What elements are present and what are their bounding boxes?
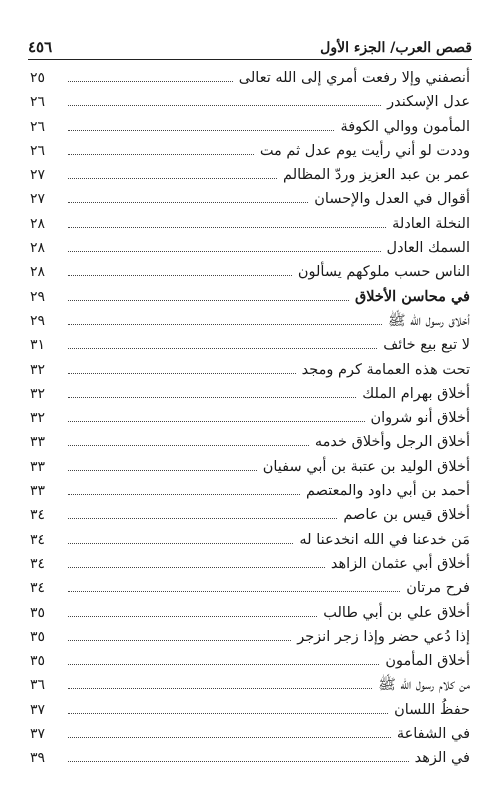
toc-entry bbox=[30, 382, 470, 406]
toc-entry-page-number: ٢٦ bbox=[30, 94, 46, 111]
toc-entry bbox=[30, 406, 470, 430]
toc-entry-page-number: ٣٥ bbox=[30, 628, 46, 645]
header-rule bbox=[28, 59, 472, 60]
toc-entry-page-number: ٣٣ bbox=[30, 483, 46, 500]
toc-entry bbox=[30, 698, 470, 722]
dot-leader bbox=[68, 616, 317, 617]
toc-entry-title: مَن خدعنا في الله انخدعنا له bbox=[299, 531, 470, 548]
page-number: ٤٥٦ bbox=[28, 38, 53, 56]
toc-entry-title: تحت هذه العمامة كرم ومجد bbox=[301, 361, 470, 378]
dot-leader bbox=[68, 421, 365, 422]
toc-entry bbox=[30, 576, 470, 600]
toc-entry bbox=[30, 66, 470, 90]
toc-entry-title: المأمون ووالي الكوفة bbox=[340, 118, 470, 135]
dot-leader bbox=[68, 543, 293, 544]
toc-entry-title: أنصفني وإلا رفعت أمري إلى الله تعالى bbox=[238, 70, 470, 86]
dot-leader bbox=[68, 324, 382, 325]
dot-leader bbox=[68, 688, 372, 689]
toc-entry bbox=[30, 358, 470, 382]
dot-leader bbox=[68, 178, 277, 179]
dot-leader bbox=[68, 373, 296, 374]
toc-entry-title: السمك العادل bbox=[386, 240, 470, 257]
toc-entry-page-number: ٢٨ bbox=[30, 240, 46, 257]
toc-entry-page-number: ٢٦ bbox=[30, 118, 46, 135]
toc-entry-title: أخلاق الوليد بن عتبة بن أبي سفيان bbox=[262, 458, 470, 475]
toc-entry-page-number: ٢٧ bbox=[30, 167, 46, 184]
toc-entry bbox=[30, 746, 470, 770]
toc-entry bbox=[30, 503, 470, 527]
toc-entry-page-number: ٣٤ bbox=[30, 507, 46, 524]
dot-leader bbox=[68, 761, 409, 762]
toc-entry bbox=[30, 90, 470, 114]
toc-entry bbox=[30, 309, 470, 333]
dot-leader bbox=[68, 154, 254, 155]
toc-entry bbox=[30, 722, 470, 746]
toc-entry-title: أخلاق أبي عثمان الزاهد bbox=[330, 555, 470, 572]
dot-leader bbox=[68, 275, 292, 276]
toc-entry bbox=[30, 625, 470, 649]
toc-entry-page-number: ٢٦ bbox=[30, 142, 46, 159]
toc-entry-title: الناس حسب ملوكهم يسألون bbox=[297, 264, 470, 281]
dot-leader bbox=[68, 494, 300, 495]
toc-entry bbox=[30, 430, 470, 454]
toc-entry bbox=[30, 455, 470, 479]
dot-leader bbox=[68, 202, 308, 203]
toc-entry-title: إذا دُعي حضر وإذا زجر انزجر bbox=[297, 628, 470, 645]
toc-entry-page-number: ٣١ bbox=[30, 337, 46, 354]
dot-leader bbox=[68, 567, 325, 568]
toc-entry-title: في محاسن الأخلاق bbox=[354, 287, 470, 305]
toc-entry bbox=[30, 601, 470, 625]
dot-leader bbox=[68, 664, 379, 665]
toc-entry bbox=[30, 236, 470, 260]
dot-leader bbox=[68, 81, 233, 82]
dot-leader bbox=[68, 105, 381, 106]
toc-entry-title: أحمد بن أبي داود والمعتصم bbox=[305, 483, 470, 500]
dot-leader bbox=[68, 640, 291, 641]
toc-entry bbox=[30, 552, 470, 576]
toc-entry bbox=[30, 115, 470, 139]
toc-entry-title: أخلاق بهرام الملك bbox=[362, 385, 470, 402]
toc-entry-title: عمر بن عبد العزيز وردّ المظالم bbox=[283, 167, 470, 184]
toc-entry-title: أخلاق رسول الله ﷺ bbox=[387, 312, 470, 329]
toc-entry-title: لا تبع بيع خائف bbox=[383, 337, 470, 354]
dot-leader bbox=[68, 445, 309, 446]
dot-leader bbox=[68, 470, 257, 471]
toc-entry bbox=[30, 187, 470, 211]
toc-entry-title: أخلاق قيس بن عاصم bbox=[343, 507, 470, 524]
toc-entry bbox=[30, 649, 470, 673]
toc-entry-page-number: ٢٩ bbox=[30, 288, 46, 305]
toc-entry-page-number: ٣٢ bbox=[30, 385, 46, 402]
toc-entry-page-number: ٢٧ bbox=[30, 191, 46, 208]
toc-entry-title: أخلاق علي بن أبي طالب bbox=[323, 604, 470, 621]
toc-entry-page-number: ٣٦ bbox=[30, 677, 46, 694]
toc-entry bbox=[30, 260, 470, 284]
toc-entry bbox=[30, 285, 470, 309]
toc-entry-page-number: ٢٨ bbox=[30, 215, 46, 232]
toc-entry-title: حفظُ اللسان bbox=[394, 701, 470, 718]
toc-entry bbox=[30, 528, 470, 552]
dot-leader bbox=[68, 300, 349, 301]
toc-entry bbox=[30, 333, 470, 357]
toc-entry-title: فرح مرتان bbox=[406, 580, 470, 597]
toc-entry-page-number: ٢٩ bbox=[30, 312, 46, 329]
toc-entry-title: عدل الإسكندر bbox=[387, 94, 470, 111]
toc-entry bbox=[30, 163, 470, 187]
toc-entry-page-number: ٣٩ bbox=[30, 750, 46, 767]
table-of-contents bbox=[30, 66, 470, 771]
toc-entry bbox=[30, 673, 470, 697]
dot-leader bbox=[68, 348, 377, 349]
dot-leader bbox=[68, 130, 334, 131]
dot-leader bbox=[68, 397, 356, 398]
toc-entry-page-number: ٣٤ bbox=[30, 531, 46, 548]
toc-entry-title: وددت لو أني رأيت يوم عدل ثم مت bbox=[259, 142, 470, 159]
toc-entry-page-number: ٣٢ bbox=[30, 410, 46, 427]
toc-entry-title: أقوال في العدل والإحسان bbox=[314, 191, 470, 208]
dot-leader bbox=[68, 591, 400, 592]
toc-entry bbox=[30, 479, 470, 503]
dot-leader bbox=[68, 713, 388, 714]
dot-leader bbox=[68, 227, 386, 228]
toc-entry-page-number: ٣٤ bbox=[30, 555, 46, 572]
toc-entry-title: أخلاق أنو شروان bbox=[370, 410, 470, 427]
toc-entry bbox=[30, 139, 470, 163]
toc-entry bbox=[30, 212, 470, 236]
page-header bbox=[28, 34, 472, 56]
toc-entry-page-number: ٣٥ bbox=[30, 604, 46, 621]
toc-entry-page-number: ٣٧ bbox=[30, 726, 46, 743]
toc-entry-page-number: ٣٢ bbox=[30, 361, 46, 378]
toc-entry-page-number: ٢٨ bbox=[30, 264, 46, 281]
toc-entry-page-number: ٣٣ bbox=[30, 434, 46, 451]
toc-entry-title: في الزهد bbox=[414, 750, 470, 767]
toc-entry-page-number: ٣٥ bbox=[30, 653, 46, 670]
toc-entry-title: أخلاق المأمون bbox=[385, 653, 470, 670]
toc-entry-title: من كلام رسول الله ﷺ bbox=[378, 677, 470, 694]
dot-leader bbox=[68, 737, 391, 738]
running-title: قصص العرب/ الجزء الأول bbox=[320, 40, 472, 56]
toc-entry-page-number: ٣٣ bbox=[30, 458, 46, 475]
toc-entry-page-number: ٢٥ bbox=[30, 70, 46, 86]
toc-entry-title: في الشفاعة bbox=[396, 726, 470, 743]
toc-entry-page-number: ٣٤ bbox=[30, 580, 46, 597]
dot-leader bbox=[68, 518, 337, 519]
dot-leader bbox=[68, 251, 381, 252]
toc-entry-title: النخلة العادلة bbox=[392, 215, 470, 232]
toc-entry-title: أخلاق الرجل وأخلاق خدمه bbox=[314, 434, 470, 451]
toc-entry-page-number: ٣٧ bbox=[30, 701, 46, 718]
